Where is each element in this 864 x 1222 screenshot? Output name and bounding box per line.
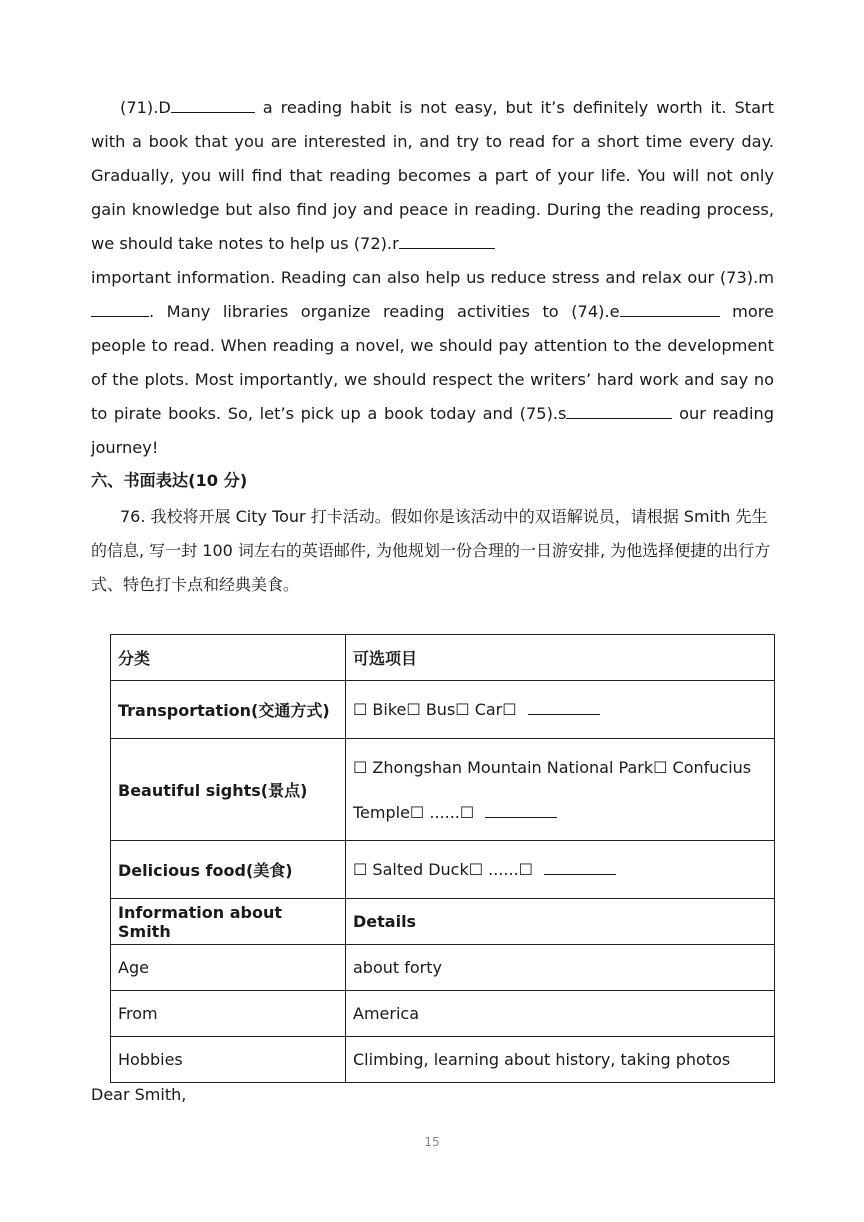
blank-74[interactable] [620, 302, 720, 317]
passage-text-4: more people to read. When reading a novel, we should pay attention to the development of the plots. Most importantly, we should respect the writers’ hard work and say no to pirate books. So, let’s pick up a book today and (75).s [91, 302, 775, 423]
table-header-row [111, 635, 775, 681]
passage-text-1: a reading habit is not easy, but it’s definitely worth it. Start with a book that you are interested in, and try to read for a short time every day. Gradually, you will find that reading becomes a part of your life. You will not only gain knowledge but also find joy and peace in reading. During the reading process, we should take notes to help us (72).r [91, 98, 774, 253]
sights-line-2 [353, 790, 767, 835]
row-value: Climbing, learning about history, taking photos [346, 1037, 775, 1083]
sights-blank[interactable] [485, 805, 557, 818]
task-instructions [91, 500, 774, 602]
header-options: 可选项目 [346, 635, 775, 681]
blank-71[interactable] [171, 98, 255, 113]
blank-72[interactable] [399, 234, 495, 249]
blank-73[interactable] [91, 302, 149, 317]
passage-text-5: our reading journey! [91, 404, 774, 457]
table-row [111, 991, 775, 1037]
page-number: 15 [424, 1135, 440, 1149]
info-header-row [111, 899, 775, 945]
info-table [110, 634, 775, 1083]
info-header-label: Information about Smith [111, 899, 346, 945]
food-blank[interactable] [544, 862, 616, 875]
row-key: Age [111, 945, 346, 991]
transport-options-text: ☐ Bike☐ Bus☐ Car☐ [353, 700, 522, 719]
sights-options[interactable] [346, 739, 775, 841]
food-label: Delicious food(美食) [111, 841, 346, 899]
passage-text-2: important information. Reading can also help us reduce stress and relax our (73).m [91, 268, 774, 287]
passage-paragraph-1 [91, 91, 774, 261]
sights-line-1: ☐ Zhongshan Mountain National Park☐ Confucius [353, 757, 752, 777]
task-text: 76. 我校将开展 City Tour 打卡活动。假如你是该活动中的双语解说员，请根据 Smith 先生的信息, 写一封 100 词左右的英语邮件, 为他规划一份合理的一日游安排, 为他选择便捷的出行方式、特色打卡点和经典美食。 [91, 507, 771, 594]
letter-greeting: Dear Smith, [91, 1085, 187, 1104]
transport-label: Transportation(交通方式) [111, 681, 346, 739]
row-key: From [111, 991, 346, 1037]
header-category: 分类 [111, 635, 346, 681]
food-options-text: ☐ Salted Duck☐ ......☐ [353, 860, 539, 879]
table-row [111, 945, 775, 991]
row-value: about forty [346, 945, 775, 991]
food-row [111, 841, 775, 899]
row-key: Hobbies [111, 1037, 346, 1083]
transport-row [111, 681, 775, 739]
sights-line-2-text: Temple☐ ......☐ [353, 802, 480, 822]
table-row [111, 1037, 775, 1083]
transport-blank[interactable] [528, 702, 600, 715]
food-options[interactable] [346, 841, 775, 899]
sights-row [111, 739, 775, 841]
blank-71-prefix: (71).D [120, 98, 171, 117]
passage-paragraph-2 [91, 261, 774, 465]
passage-text-3: . Many libraries organize reading activities to (74).e [149, 302, 620, 321]
info-header-details: Details [346, 899, 775, 945]
section-title: 六、书面表达(10 分) [91, 471, 248, 490]
transport-options[interactable] [346, 681, 775, 739]
blank-75[interactable] [566, 404, 672, 419]
sights-label: Beautiful sights(景点) [111, 739, 346, 841]
row-value: America [346, 991, 775, 1037]
